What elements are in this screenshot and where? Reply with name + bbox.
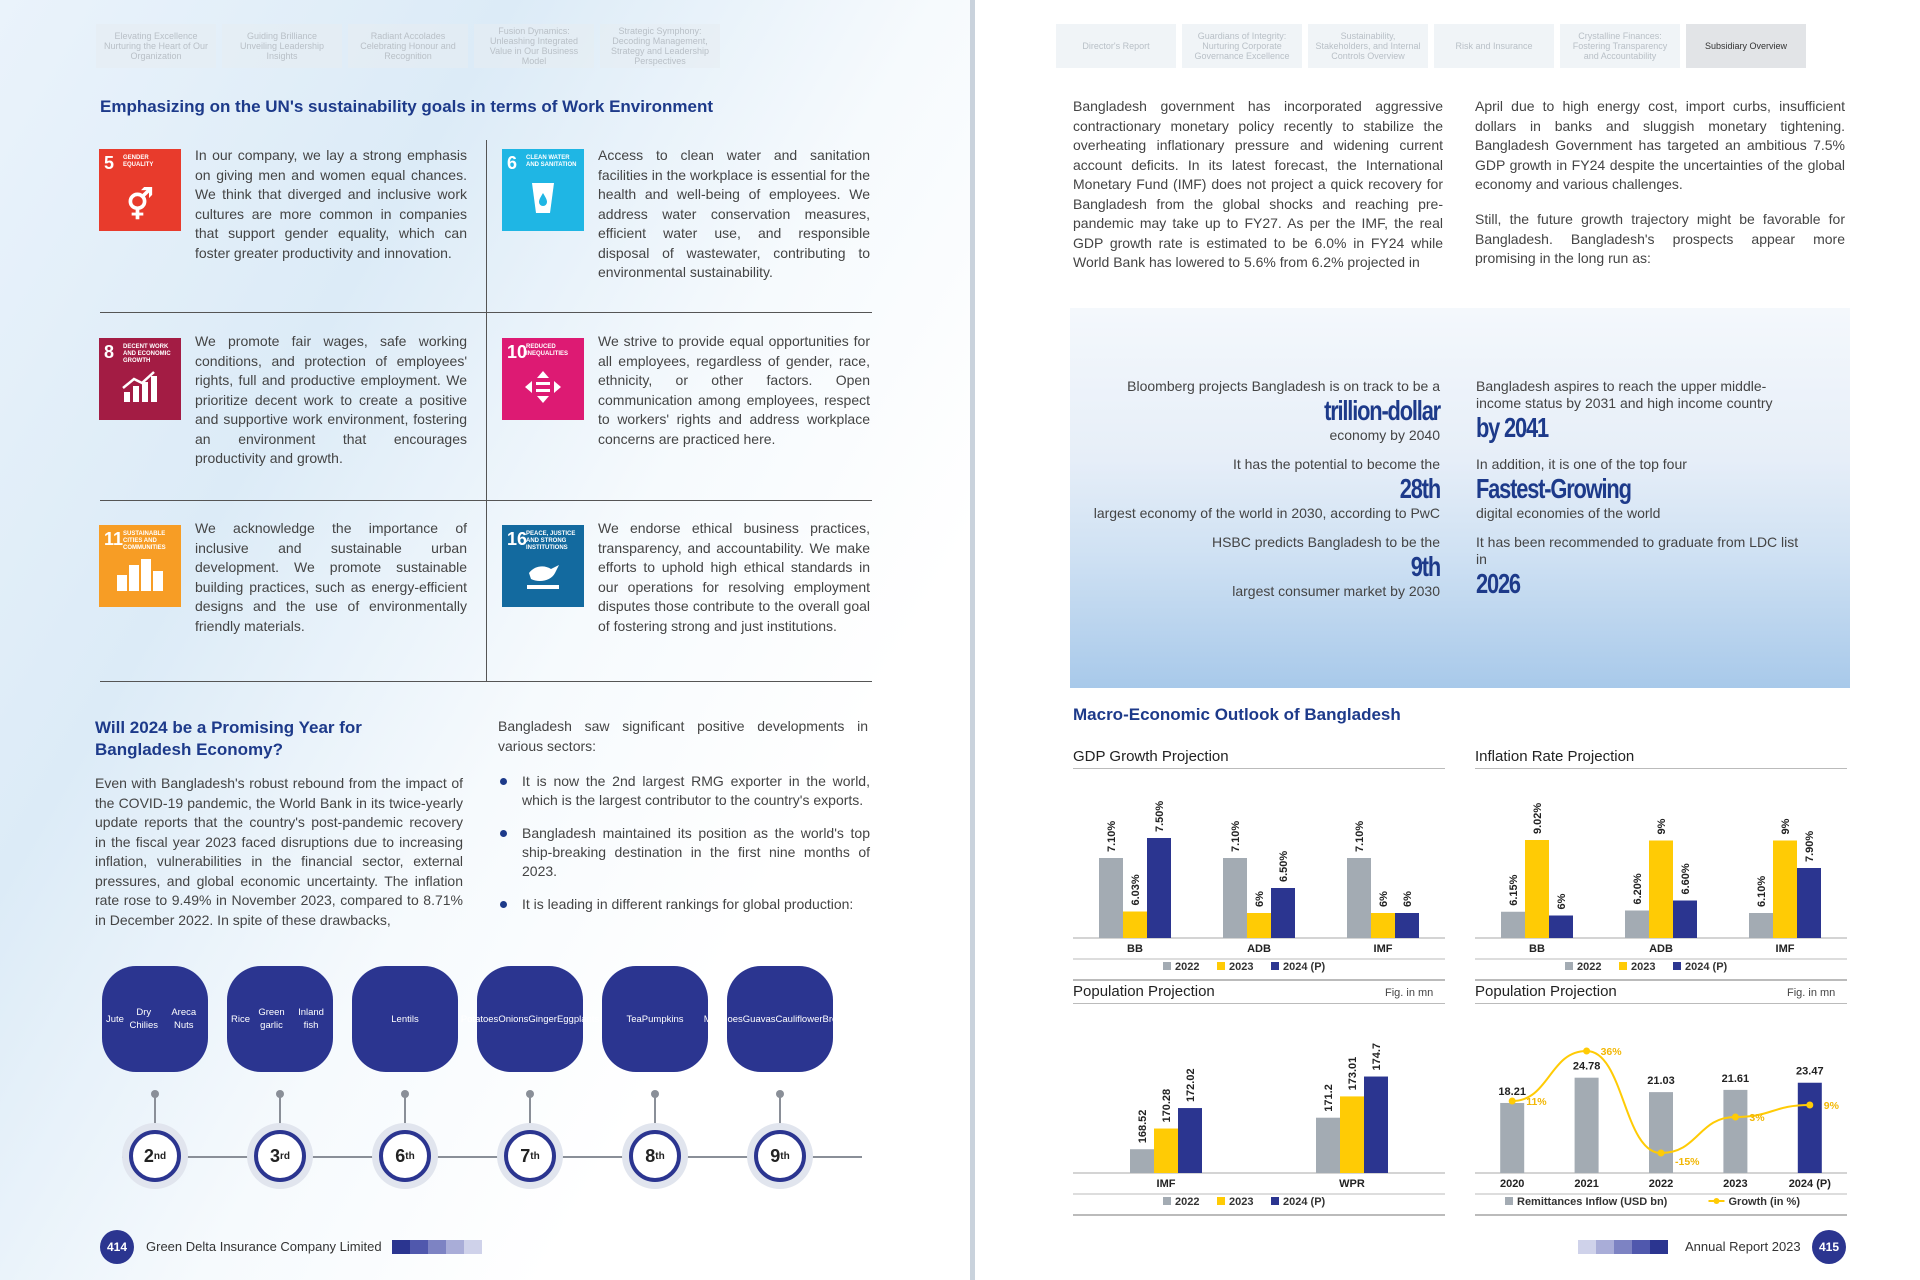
chart-title: Inflation Rate Projection [1475, 748, 1635, 765]
axis-tick-label: BB [1127, 943, 1143, 955]
legend-swatch [1619, 962, 1627, 970]
chart-bar [1178, 1108, 1202, 1173]
chart-unit-note: Fig. in mn [1385, 987, 1434, 999]
axis-tick-label: BB [1529, 943, 1545, 955]
sdg-10-text: We strive to provide equal opportunities for all employees, regardless of gender, race, ethnicity, or other factors. Open communication among employees, respect to workers' rights and address workplace concerns are practiced here. [598, 333, 870, 447]
left-section-nav [96, 24, 720, 68]
data-label: 21.03 [1647, 1075, 1675, 1088]
nav-tab[interactable]: Guiding Brilliance Unveiling Leadership Insights [222, 24, 342, 68]
axis-tick-label: WPR [1339, 1178, 1365, 1190]
data-label: 168.52 [1137, 1109, 1149, 1144]
dove-gavel-icon [502, 557, 584, 599]
legend-label: 2024 (P) [1283, 961, 1326, 973]
divider [100, 500, 872, 501]
growth-chart-icon [99, 370, 181, 412]
data-label: 9% [1656, 818, 1668, 835]
chart-title: Population Projection [1073, 983, 1215, 1000]
nav-tab[interactable]: Sustainability, Stakeholders, and Internal Controls Overview [1308, 24, 1428, 68]
legend-label: 2022 [1175, 961, 1200, 973]
axis-tick-label: 2021 [1574, 1178, 1599, 1190]
product-group: Tea Pumpkins [602, 966, 708, 1072]
data-label: 21.61 [1721, 1072, 1750, 1085]
footer-color-strip [1578, 1240, 1668, 1254]
product-group: Mangoes Guavas Cauliflower Broccoli [727, 966, 833, 1072]
connector-stem [404, 1094, 406, 1124]
outlook-column-2b: Still, the future growth trajectory might be favorable for Bangladesh. Bangladesh's prospects appear more promising in the long run as: [1475, 211, 1845, 266]
chart-bar [1395, 913, 1419, 938]
right-section-nav [1056, 24, 1806, 68]
product-group: Rice Green garlic Inland fish [227, 966, 333, 1072]
chart-bar [1147, 838, 1171, 938]
highlight-number: 9th [1410, 551, 1440, 582]
data-label: 6.60% [1680, 863, 1692, 895]
data-label: 6% [1556, 893, 1568, 910]
sdg-10-tile: 10 REDUCED INEQUALITIES [502, 338, 584, 420]
line-point [1732, 1114, 1739, 1121]
data-label: 6.20% [1632, 873, 1644, 905]
axis-tick-label: IMF [1156, 1178, 1176, 1190]
nav-tab[interactable]: Radiant Accolades Celebrating Honour and Recognition [348, 24, 468, 68]
chart-bar [1749, 913, 1773, 938]
highlight-number: by 2041 [1476, 412, 1548, 443]
developments-list [498, 772, 870, 928]
company-name: Green Delta Insurance Company Limited [146, 1239, 382, 1254]
legend-label: 2023 [1229, 1196, 1254, 1208]
divider [100, 681, 872, 682]
legend-swatch [1271, 1197, 1279, 1205]
footer-color-strip [392, 1240, 482, 1254]
data-label: 7.10% [1230, 820, 1242, 852]
axis-tick-label: ADB [1649, 943, 1673, 955]
legend-label: 2022 [1175, 1196, 1200, 1208]
chart-bar [1123, 912, 1147, 939]
axis-tick-label: IMF [1373, 943, 1393, 955]
sdg-11-tile: 11 SUSTAINABLE CITIES AND COMMUNITIES [99, 525, 181, 607]
legend-label: 2023 [1229, 961, 1254, 973]
chart-bar [1223, 858, 1247, 938]
data-label: 36% [1600, 1046, 1622, 1058]
city-buildings-icon [99, 557, 181, 599]
equality-arrows-icon [502, 370, 584, 412]
data-label: 9% [1823, 1100, 1839, 1112]
data-label: 9.02% [1532, 802, 1544, 834]
chart-bar [1673, 901, 1697, 939]
outlook-column-1: Bangladesh government has incorporated aggressive contractionary monetary policy recently to stabilize the overheating inflationary pressure and widening current account deficits. In its latest forecast, the International Monetary Fund (IMF) does not project a quick recovery for Bangladesh from the global shocks and reaching pre-pandemic may take up to FY27. As per the IMF, the real GDP growth rate is estimated to be 6.0% in FY24 while World Bank has lowered to 5.6% from 6.2% projected in [1073, 98, 1443, 270]
chart-plot [1475, 1003, 1847, 1233]
data-label: 18.21 [1498, 1085, 1526, 1098]
legend-swatch [1163, 1197, 1171, 1205]
line-point [1806, 1102, 1813, 1109]
data-label: 6% [1378, 891, 1390, 907]
line-point [1583, 1048, 1590, 1055]
legend-label: Remittances Inflow (USD bn) [1517, 1196, 1668, 1208]
legend-swatch [1673, 962, 1681, 970]
legend-swatch [1505, 1197, 1513, 1205]
chart-unit-note: Fig. in mn [1787, 987, 1836, 999]
list-item: Bangladesh maintained its position as the world's top ship-breaking destination in the first nine months of 2023. [498, 824, 870, 881]
rank-badge: 3 rd [254, 1130, 306, 1182]
nav-tab-active[interactable]: Subsidiary Overview [1686, 24, 1806, 68]
data-label: 6% [1254, 891, 1266, 907]
axis-tick-label: 2020 [1499, 1178, 1525, 1190]
chart-bar [1625, 911, 1649, 939]
sdg-6-text: Access to clean water and sanitation facilities in the workplace is essential for the health and well-being of employees. We address water conservation measures, efficient water use, and responsible disposal of wastewater, contributing to environmental sustainability. [598, 147, 870, 280]
chart-bar [1099, 858, 1123, 938]
economy-section-title: Will 2024 be a Promising Year for Bangladesh Economy? [95, 718, 362, 759]
chart-bar [1798, 1083, 1822, 1173]
chart-bar [1501, 912, 1525, 938]
rank-badge: 8 th [629, 1130, 681, 1182]
data-label: 171.2 [1323, 1084, 1335, 1112]
rank-badge: 9 th [754, 1130, 806, 1182]
data-label: 170.28 [1161, 1088, 1173, 1123]
chart-bar [1723, 1090, 1747, 1173]
data-label: 9% [1780, 818, 1792, 835]
nav-tab[interactable]: Director's Report [1056, 24, 1176, 68]
legend-label: Growth (in %) [1728, 1196, 1800, 1208]
chart-bar [1271, 888, 1295, 938]
legend-label: 2024 (P) [1283, 1196, 1326, 1208]
nav-tab[interactable]: Risk and Insurance [1434, 24, 1554, 68]
data-label: 6% [1402, 891, 1414, 907]
line-point [1509, 1098, 1516, 1105]
data-label: 6.03% [1130, 874, 1142, 906]
data-label: 6.50% [1278, 850, 1290, 882]
prospect-left: Bloomberg projects Bangladesh is on track to be a trillion-dollar economy by 2040 It has the potential to become the 28th largest economy of the world in 2030, according to PwC HSBC predicts Bangladesh to be the 9th largest consumer market by 2030 [1093, 378, 1440, 599]
chart-plot [1073, 768, 1445, 998]
gender-symbol-icon: ⚥ [126, 189, 154, 222]
page-number: 415 [1812, 1230, 1846, 1264]
sdg-5-text: In our company, we lay a strong emphasis on giving men and women equal chances. We think that diverged and inclusive work cultures are more common in companies that support gender equality, which can foster greater productivity and innovation. [195, 147, 467, 261]
sdg-5-tile: 5 GENDER EQUALITY ⚥ [99, 149, 181, 231]
product-group: Potatoes Onions Ginger Eggplants [477, 966, 583, 1072]
chart-bar [1347, 858, 1371, 938]
connector-stem [779, 1094, 781, 1124]
product-group: Lentils [352, 966, 458, 1072]
chart-plot [1073, 1003, 1445, 1233]
highlight-number: trillion-dollar [1324, 395, 1440, 426]
ranking-timeline [122, 1156, 862, 1158]
rank-badge: 6 th [379, 1130, 431, 1182]
chart-bar [1371, 913, 1395, 938]
chart-bar [1340, 1096, 1364, 1173]
sdg-16-text: We endorse ethical business practices, transparency, and accountability. We make efforts to uphold high ethical standards in our operations for resolving employment disputes those contribute to the overall goal of fostering strong and just institutions. [598, 520, 870, 634]
nav-tab[interactable]: Fusion Dynamics: Unleashing Integrated Value in Our Business Model [474, 24, 594, 68]
chart-bar [1247, 913, 1271, 938]
rank-badge: 2 nd [129, 1130, 181, 1182]
axis-tick-label: IMF [1775, 943, 1795, 955]
line-point [1658, 1150, 1665, 1157]
list-item: It is leading in different rankings for global production: [498, 895, 870, 914]
rank-badge: 7 th [504, 1130, 556, 1182]
legend-swatch [1217, 1197, 1225, 1205]
highlight-number: 2026 [1476, 568, 1520, 599]
nav-tab[interactable]: Guardians of Integrity: Nurturing Corporate Governance Excellence [1182, 24, 1302, 68]
legend-swatch [1163, 962, 1171, 970]
chart-title: Population Projection [1475, 983, 1617, 1000]
data-label: 24.78 [1572, 1060, 1601, 1073]
connector-stem [279, 1094, 281, 1124]
connector-stem [529, 1094, 531, 1124]
list-item: It is now the 2nd largest RMG exporter in the world, which is the largest contributor to the country's exports. [498, 772, 870, 810]
chart-bar [1500, 1103, 1524, 1173]
chart-bar [1649, 841, 1673, 939]
nav-tab[interactable]: Crystalline Finances: Fostering Transparency and Accountability [1560, 24, 1680, 68]
highlight-number: Fastest-Growing [1476, 473, 1631, 504]
axis-tick-label: 2022 [1648, 1178, 1674, 1190]
product-group: Jute Dry Chilies Areca Nuts [102, 966, 208, 1072]
axis-tick-label: 2023 [1723, 1178, 1748, 1190]
data-label: 7.50% [1154, 800, 1166, 832]
developments-intro: Bangladesh saw significant positive developments in various sectors: [498, 718, 868, 754]
connector-stem [154, 1094, 156, 1124]
sdg-11-text: We acknowledge the importance of inclusive and sustainable urban development. We promote sustainable building practices, such as energy-efficient designs and the use of environmentally friendly materials. [195, 520, 467, 634]
sdg-16-tile: 16 PEACE, JUSTICE AND STRONG INSTITUTIONS [502, 525, 584, 607]
chart-bar [1575, 1078, 1599, 1173]
legend-swatch [1271, 962, 1279, 970]
chart-bar [1364, 1077, 1388, 1173]
chart-bar [1797, 868, 1821, 938]
data-label: 7.10% [1354, 820, 1366, 852]
page-number: 414 [100, 1230, 134, 1264]
sdg-8-tile: 8 DECENT WORK AND ECONOMIC GROWTH [99, 338, 181, 420]
sdg-section-title: Emphasizing on the UN's sustainability goals in terms of Work Environment [100, 97, 713, 116]
chart-bar [1549, 916, 1573, 939]
data-label: 6.15% [1508, 874, 1520, 906]
legend-label: 2023 [1631, 961, 1656, 973]
divider [486, 140, 487, 682]
chart-bar [1773, 841, 1797, 939]
data-label: 172.02 [1185, 1068, 1197, 1103]
axis-tick-label: ADB [1247, 943, 1271, 955]
economy-paragraph: Even with Bangladesh's robust rebound from the impact of the COVID-19 pandemic, the World Bank in its twice-yearly update reports that the country's post-pandemic recovery in the fiscal year 2023 faced disruptions due to increasing inflation, vulnerabilities in the financial sector, external pressures, and global economic uncertainty. The inflation rate rose to 9.49% in November 2023, compared to 8.71% in December 2022. In spite of these drawbacks, [95, 775, 463, 928]
chart-bar [1649, 1092, 1673, 1173]
chart-plot [1475, 768, 1847, 998]
highlight-number: 28th [1399, 473, 1440, 504]
legend-label: 2022 [1577, 961, 1602, 973]
chart-bar [1130, 1149, 1154, 1173]
macro-title: Macro-Economic Outlook of Bangladesh [1073, 705, 1401, 724]
sdg-6-tile: 6 CLEAN WATER AND SANITATION [502, 149, 584, 231]
legend-label: 2024 (P) [1685, 961, 1728, 973]
data-label: 11% [1526, 1096, 1547, 1108]
chart-bar [1154, 1129, 1178, 1173]
data-label: 174.7 [1371, 1042, 1383, 1071]
chart-bar [1316, 1118, 1340, 1173]
data-label: 173.01 [1347, 1056, 1359, 1091]
sdg-8-text: We promote fair wages, safe working conditions, and protection of employees' rights, full and productive employment. We prioritize decent work to create a positive and supportive work environment, fostering an environment that encourages productivity and growth. [195, 333, 467, 466]
legend-swatch [1217, 962, 1225, 970]
data-label: 6.10% [1756, 875, 1768, 907]
chart-bar [1525, 840, 1549, 938]
nav-tab[interactable]: Elevating Excellence Nurturing the Heart of Our Organization [96, 24, 216, 68]
connector-stem [654, 1094, 656, 1124]
data-label: 23.47 [1796, 1065, 1824, 1078]
prospect-right: Bangladesh aspires to reach the upper middle-income status by 2031 and high income country by 2041 In addition, it is one of the top four Fastest-Growing digital economies of the world It has been recommended to graduate from LDC list in 2026 [1476, 378, 1799, 599]
data-label: -15% [1675, 1156, 1700, 1168]
water-glass-icon [502, 181, 584, 223]
nav-tab[interactable]: Strategic Symphony: Decoding Management, Strategy and Leadership Perspectives [600, 24, 720, 68]
data-label: 7.10% [1106, 820, 1118, 852]
legend-swatch [1565, 962, 1573, 970]
chart-title: GDP Growth Projection [1073, 748, 1229, 765]
axis-tick-label: 2024 (P) [1788, 1178, 1831, 1190]
outlook-column-2: April due to high energy cost, import curbs, insufficient dollars in banks and sluggish monetary tightening. Bangladesh Government has targeted an ambitious 7.5% GDP growth in FY24 despite the uncertainties of the global economy and various challenges. [1475, 98, 1845, 192]
data-label: 7.90% [1804, 830, 1816, 862]
report-name: Annual Report 2023 [1685, 1239, 1801, 1254]
data-label: 3% [1749, 1112, 1765, 1124]
